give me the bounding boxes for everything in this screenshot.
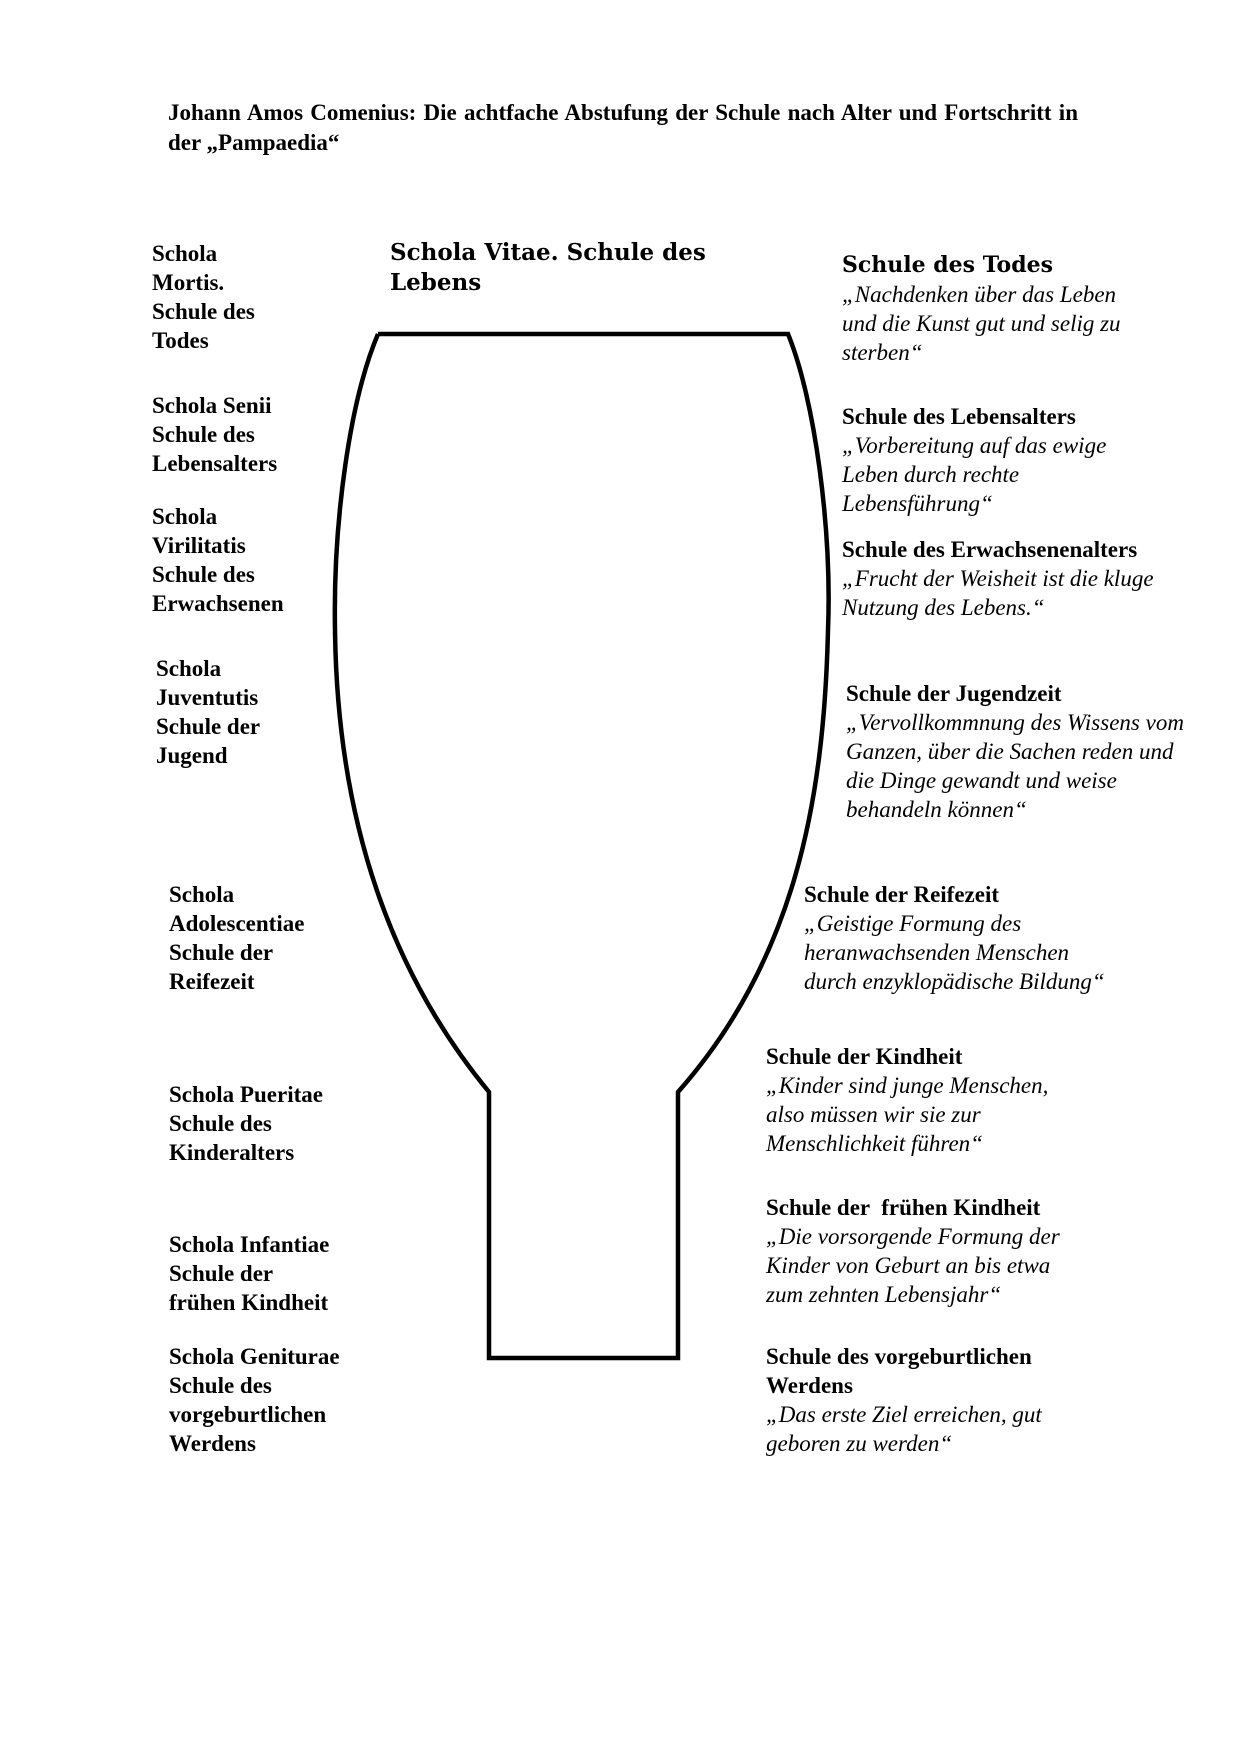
right-box-todes — [842, 251, 1121, 367]
left-label-pueritae — [169, 1080, 323, 1167]
vessel-path — [335, 334, 829, 1358]
right-box-reifezeit — [804, 880, 1105, 996]
left-label-line: Schule des — [152, 299, 255, 324]
left-label-juventutis — [156, 654, 260, 770]
quote-line: also müssen wir sie zur — [766, 1102, 981, 1127]
quote-line: zum zehnten Lebensjahr“ — [766, 1282, 1002, 1307]
right-box-quote — [766, 1222, 1060, 1309]
left-label-line: Adolescentiae — [169, 911, 305, 936]
right-box-quote — [766, 1400, 1042, 1458]
right-box-erwachsenenalters — [842, 535, 1154, 622]
quote-line: Menschlichkeit führen“ — [766, 1131, 983, 1156]
quote-line: „Vorbereitung auf das ewige — [842, 433, 1107, 458]
left-label-line: Schule des — [169, 1373, 272, 1398]
right-box-heading: Schule des vorgeburtlichen — [766, 1344, 1032, 1369]
left-label-line: Kinderalters — [169, 1140, 295, 1165]
quote-line: Nutzung des Lebens.“ — [842, 595, 1045, 620]
left-label-line: Reifezeit — [169, 969, 255, 994]
right-box-kindheit — [766, 1042, 1048, 1158]
quote-line: „Vervollkommnung des Wissens vom — [846, 710, 1184, 735]
quote-line: „Das erste Ziel erreichen, gut — [766, 1402, 1042, 1427]
page-title: Johann Amos Comenius: Die achtfache Abstufung der Schule nach Alter und Fortschritt in der „Pampaedia“ — [168, 100, 1078, 155]
right-box-quote — [766, 1071, 1048, 1158]
quote-line: sterben“ — [842, 340, 923, 365]
right-box-heading: Schule des Erwachsenenalters — [842, 537, 1138, 562]
quote-line: Ganzen, über die Sachen reden und — [846, 739, 1174, 764]
quote-line: „Geistige Formung des — [804, 911, 1022, 936]
right-box-heading: Schule des Todes — [842, 252, 1053, 278]
quote-line: behandeln können“ — [846, 797, 1027, 822]
left-label-line: Schola — [152, 504, 218, 529]
right-box-heading: Werdens — [766, 1373, 853, 1398]
left-label-infantiae — [169, 1230, 329, 1317]
left-label-geniturae — [169, 1342, 340, 1458]
left-label-line: Schola — [152, 241, 218, 266]
left-label-line: Schola Pueritae — [169, 1082, 323, 1107]
left-label-line: Lebensalters — [152, 451, 278, 476]
left-label-virilitatis — [152, 502, 284, 618]
quote-line: „Nachdenken über das Leben — [842, 282, 1117, 307]
quote-line: durch enzyklopädische Bildung“ — [804, 969, 1105, 994]
quote-line: heranwachsenden Menschen — [804, 940, 1070, 965]
left-label-line: Schule des — [152, 422, 255, 447]
left-label-line: Schola — [156, 656, 222, 681]
left-label-line: Mortis. — [152, 270, 225, 295]
left-label-mortis — [152, 239, 255, 355]
left-label-line: Schule des — [152, 562, 255, 587]
quote-line: und die Kunst gut und selig zu — [842, 311, 1121, 336]
left-label-line: Erwachsenen — [152, 591, 284, 616]
left-label-line: Jugend — [156, 743, 228, 768]
left-label-line: Schule der — [169, 1261, 274, 1286]
left-label-line: Virilitatis — [152, 533, 246, 558]
right-box-quote — [804, 909, 1105, 996]
right-box-fruehe-kindheit — [766, 1193, 1060, 1309]
left-label-line: vorgeburtlichen — [169, 1402, 327, 1427]
right-box-heading: Schule der Jugendzeit — [846, 681, 1062, 706]
left-label-line: Schule der — [156, 714, 261, 739]
quote-line: Lebensführung“ — [842, 491, 993, 516]
quote-line: die Dinge gewandt und weise — [846, 768, 1117, 793]
right-box-vorgeburtlich — [766, 1342, 1042, 1458]
left-label-adolescentiae — [169, 880, 304, 996]
quote-line: Kinder von Geburt an bis etwa — [766, 1253, 1051, 1278]
right-box-heading: Schule des Lebensalters — [842, 404, 1076, 429]
right-box-quote — [842, 564, 1154, 622]
right-box-quote — [846, 708, 1184, 824]
right-box-heading: Schule der Kindheit — [766, 1044, 963, 1069]
right-box-heading: Schule der Reifezeit — [804, 882, 1000, 907]
left-label-line: Schule der — [169, 940, 274, 965]
left-label-senii — [152, 391, 277, 478]
left-label-line: frühen Kindheit — [169, 1290, 329, 1315]
left-label-line: Werdens — [169, 1431, 256, 1456]
right-box-lebensalters — [842, 402, 1106, 518]
right-box-heading: Schule der frühen Kindheit — [766, 1195, 1041, 1220]
quote-line: „Die vorsorgende Formung der — [766, 1224, 1060, 1249]
left-label-line: Schola Infantiae — [169, 1232, 330, 1257]
left-label-line: Schola Geniturae — [169, 1344, 340, 1369]
left-label-line: Schola Senii — [152, 393, 272, 418]
quote-line: „Frucht der Weisheit ist die kluge — [842, 566, 1154, 591]
quote-line: geboren zu werden“ — [766, 1431, 953, 1456]
left-label-line: Todes — [152, 328, 209, 353]
quote-line: „Kinder sind junge Menschen, — [766, 1073, 1049, 1098]
left-label-line: Juventutis — [156, 685, 259, 710]
left-label-line: Schola — [169, 882, 235, 907]
right-box-quote — [842, 431, 1106, 518]
left-label-line: Schule des — [169, 1111, 272, 1136]
right-box-jugendzeit — [846, 679, 1184, 824]
right-box-quote — [842, 280, 1121, 367]
schola-vitae-title: Schola Vitae. Schule des Lebens — [390, 239, 706, 296]
quote-line: Leben durch rechte — [842, 462, 1020, 487]
